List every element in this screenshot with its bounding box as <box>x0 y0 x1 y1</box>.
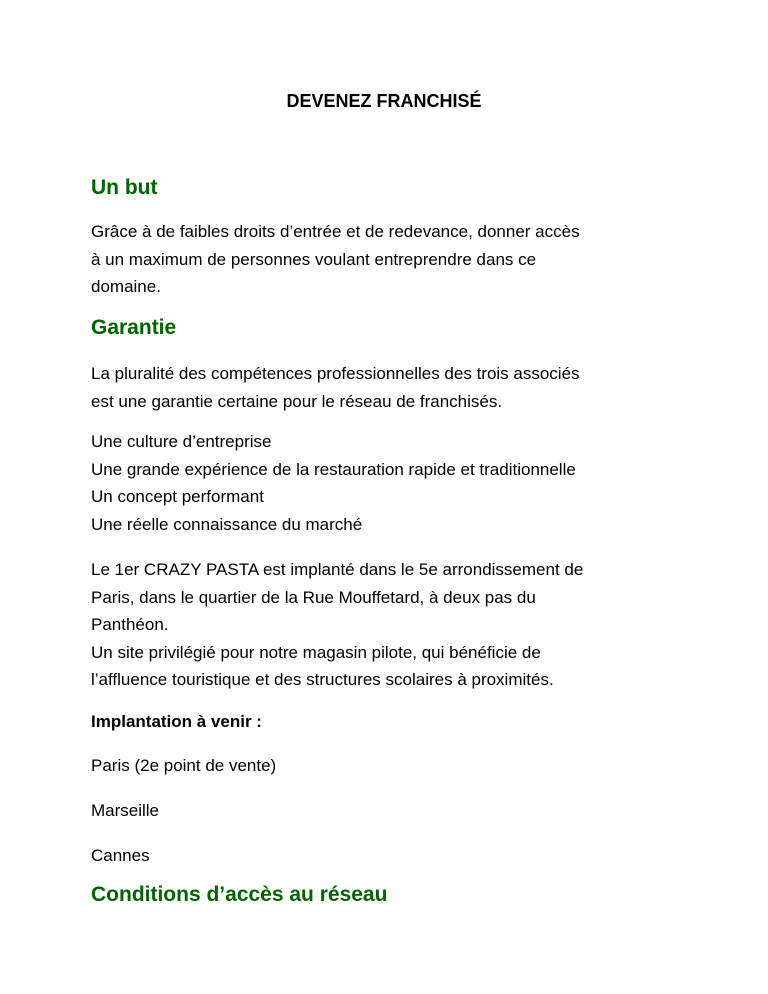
upcoming-item-marseille: Marseille <box>91 801 160 820</box>
upcoming-item-paris: Paris (2e point de vente) <box>91 756 277 775</box>
text-line: Paris, dans le quartier de la Rue Mouffetard, à deux pas du <box>91 587 536 607</box>
page-title: DEVENEZ FRANCHISÉ <box>286 91 482 111</box>
text-line: domaine. <box>91 277 161 296</box>
text-line: Un site privilégié pour notre magasin pilote, qui bénéficie de <box>91 642 541 662</box>
text-line: à un maximum de personnes voulant entreprendre dans ce <box>91 249 537 269</box>
upcoming-item-cannes: Cannes <box>91 846 150 865</box>
heading-conditions: Conditions d’accès au réseau <box>91 883 388 906</box>
paragraph-garantie <box>91 360 691 415</box>
text-line: Le 1er CRAZY PASTA est implanté dans le 5e arrondissement de <box>91 560 584 579</box>
list-garantie <box>91 428 691 538</box>
list-item: Une réelle connaissance du marché <box>91 514 363 534</box>
list-item: Une culture d’entreprise <box>91 432 272 451</box>
text-line: l’affluence touristique et des structures scolaires à proximités. <box>91 670 554 689</box>
text-line: est une garantie certaine pour le réseau de franchisés. <box>91 391 503 411</box>
paragraph-un-but <box>91 218 691 301</box>
list-item: Une grande expérience de la restauration rapide et traditionnelle <box>91 459 576 479</box>
paragraph-location <box>91 556 691 694</box>
heading-un-but: Un but <box>91 176 158 199</box>
upcoming-label: Implantation à venir : <box>91 712 262 731</box>
heading-garantie: Garantie <box>91 316 177 339</box>
list-item: Un concept performant <box>91 487 264 506</box>
text-line: Grâce à de faibles droits d’entrée et de redevance, donner accès <box>91 222 580 241</box>
text-line: Panthéon. <box>91 615 169 634</box>
text-line: La pluralité des compétences professionnelles des trois associés <box>91 364 580 383</box>
